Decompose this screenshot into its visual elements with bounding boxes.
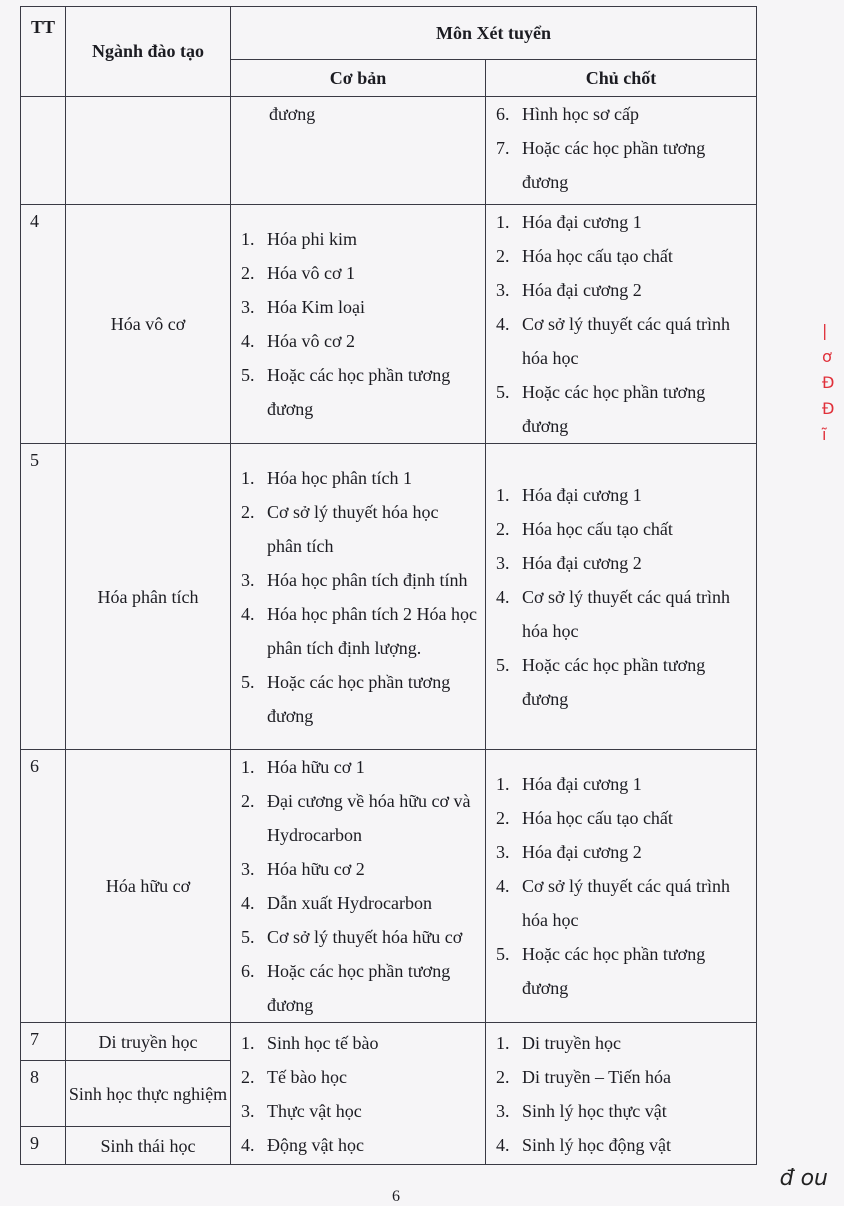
basic-subjects — [231, 205, 486, 444]
header-key: Chủ chốt — [486, 60, 757, 97]
list-item: 1. Sinh học tế bào — [241, 1032, 379, 1053]
table-row — [21, 750, 757, 1023]
list-item: 7. Hoặc các học phần tương đương — [496, 138, 706, 192]
list-item: 3. Hóa đại cương 2 — [496, 842, 642, 862]
table-row — [21, 97, 757, 205]
row-tt: 6 — [21, 750, 66, 1023]
list-item: 3. Thực vật học — [241, 1100, 362, 1121]
list-item: 1. Hóa phi kim — [241, 229, 357, 249]
table-row — [21, 205, 757, 444]
list-item: 4. Dẫn xuất Hydrocarbon — [241, 893, 432, 913]
list-item: 6. Hình học sơ cấp — [496, 104, 639, 124]
list-item: 1. Hóa đại cương 1 — [496, 212, 642, 232]
list-item: 2. Cơ sở lý thuyết hóa học phân tích — [241, 501, 439, 556]
list-item: 2. Hóa học cấu tạo chất — [496, 808, 673, 828]
row-tt: 7 — [21, 1023, 66, 1061]
list-item: 2. Tế bào học — [241, 1066, 347, 1087]
basic-subjects — [231, 1023, 486, 1165]
key-subjects — [486, 97, 757, 205]
list-item: 5. Hoặc các học phần tương đương — [241, 365, 451, 419]
list-item: 4. Cơ sở lý thuyết các quá trình hóa học — [496, 876, 730, 930]
row-major — [66, 97, 231, 205]
header-tt: TT — [21, 7, 66, 97]
header-basic: Cơ bản — [231, 60, 486, 97]
list-item: 4. Động vật học — [241, 1134, 364, 1155]
list-item: 3. Hóa đại cương 2 — [496, 552, 642, 573]
header-subjects: Môn Xét tuyển — [231, 7, 757, 60]
list-item: 1. Hóa đại cương 1 — [496, 484, 642, 505]
list-item: 3. Hóa đại cương 2 — [496, 280, 642, 300]
row-major: Hóa phân tích — [66, 444, 231, 750]
list-item: 1. Hóa hữu cơ 1 — [241, 757, 365, 777]
row-major: Hóa vô cơ — [66, 205, 231, 444]
key-subjects — [486, 750, 757, 1023]
row-tt — [21, 97, 66, 205]
basic-continuation: đương — [231, 97, 486, 205]
key-subjects — [486, 1023, 757, 1165]
list-item: 5. Hoặc các học phần tương đương — [496, 654, 706, 709]
list-item: 4. Cơ sở lý thuyết các quá trình hóa học — [496, 314, 730, 368]
list-item: 5. Hoặc các học phần tương đương — [241, 671, 451, 726]
list-item: 4. Hóa học phân tích 2 Hóa học phân tích định lượng. — [241, 603, 477, 658]
basic-subjects — [231, 444, 486, 750]
list-item: 2. Hóa vô cơ 1 — [241, 263, 355, 283]
list-item: 4. Hóa vô cơ 2 — [241, 331, 355, 351]
red-stamp-mark: | ơ Đ Đ ĩ — [822, 321, 835, 444]
list-item: 5. Cơ sở lý thuyết hóa hữu cơ — [241, 927, 463, 947]
row-major: Sinh thái học — [66, 1127, 231, 1165]
list-item: 1. Hóa đại cương 1 — [496, 774, 642, 794]
list-item: 1. Di truyền học — [496, 1032, 621, 1053]
list-item: 3. Hóa học phân tích định tính — [241, 569, 468, 590]
list-item: 3. Sinh lý học thực vật — [496, 1100, 667, 1121]
header-row — [21, 7, 757, 60]
row-major: Di truyền học — [66, 1023, 231, 1061]
row-tt: 8 — [21, 1061, 66, 1127]
list-item: 3. Hóa hữu cơ 2 — [241, 859, 365, 879]
admission-subjects-table — [20, 6, 757, 1165]
header-major: Ngành đào tạo — [66, 7, 231, 97]
list-item: 2. Di truyền – Tiến hóa — [496, 1066, 672, 1087]
row-tt: 4 — [21, 205, 66, 444]
list-item: 6. Hoặc các học phần tương đương — [241, 961, 451, 1015]
key-subjects — [486, 205, 757, 444]
list-item: 2. Đại cương về hóa hữu cơ và Hydrocarbon — [241, 791, 471, 845]
list-item: 2. Hóa học cấu tạo chất — [496, 518, 673, 539]
list-item: 1. Hóa học phân tích 1 — [241, 467, 412, 488]
row-tt: 5 — [21, 444, 66, 750]
list-item: 5. Hoặc các học phần tương đương — [496, 944, 706, 998]
row-major: Sinh học thực nghiệm — [66, 1061, 231, 1127]
page-number: 6 — [392, 1188, 400, 1205]
row-tt: 9 — [21, 1127, 66, 1165]
list-item: 2. Hóa học cấu tạo chất — [496, 246, 673, 266]
list-item: 3. Hóa Kim loại — [241, 297, 365, 317]
basic-subjects — [231, 750, 486, 1023]
table-row — [21, 1023, 757, 1061]
key-subjects — [486, 444, 757, 750]
table-row — [21, 444, 757, 750]
signature: đ ou — [779, 1166, 828, 1191]
list-item: 4. Cơ sở lý thuyết các quá trình hóa học — [496, 586, 730, 641]
list-item: 5. Hoặc các học phần tương đương — [496, 382, 706, 436]
list-item: 4. Sinh lý học động vật — [496, 1134, 671, 1155]
row-major: Hóa hữu cơ — [66, 750, 231, 1023]
